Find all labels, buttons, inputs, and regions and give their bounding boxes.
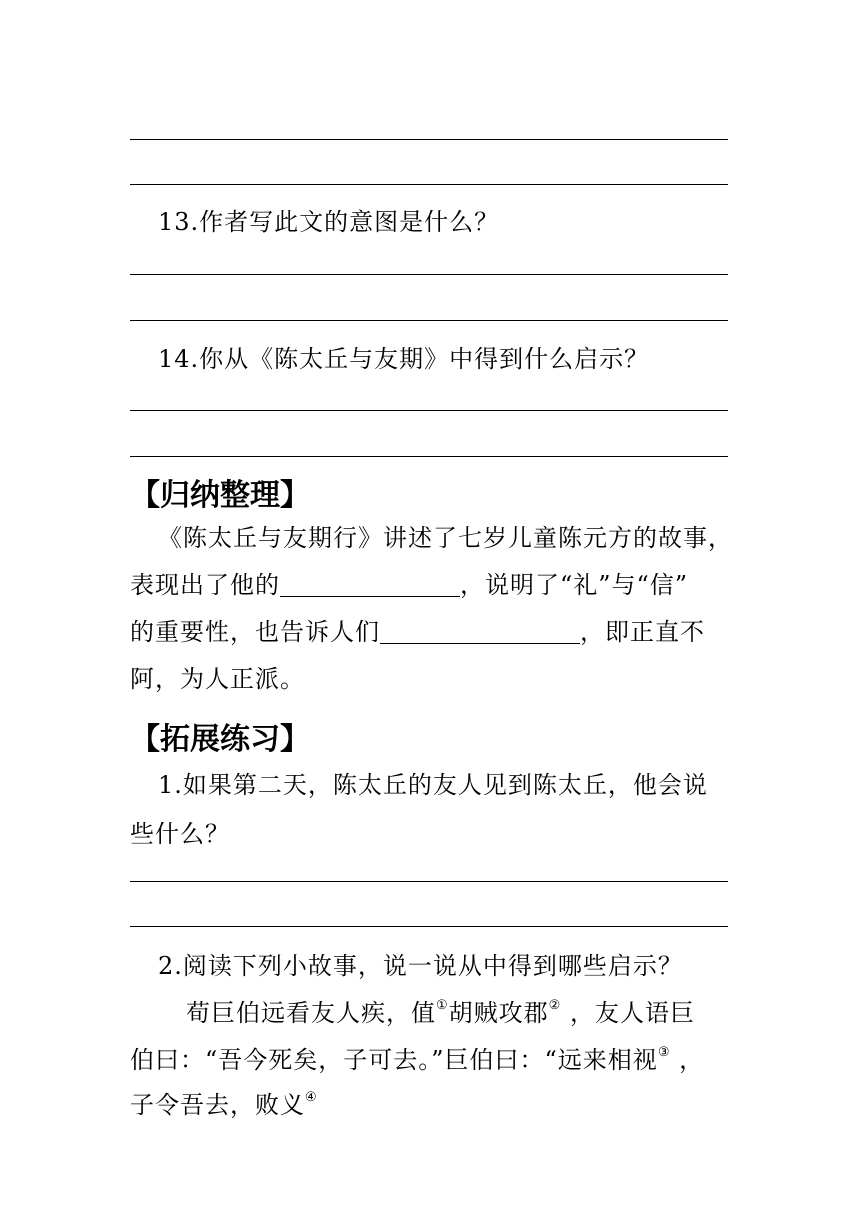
extension-q1-line-2: 些什么？	[130, 820, 230, 848]
story-line-2: 伯曰：“吾今死矣，子可去。”巨伯曰：“远来相视③ ，	[130, 1045, 705, 1074]
extension-heading: 【拓展练习】	[130, 722, 310, 757]
story-line-1: 荀巨伯远看友人疾，值①胡贼攻郡② ，友人语巨	[186, 998, 695, 1027]
footnote-marker: ②	[548, 998, 562, 1013]
summary-line-1: 《陈太丘与友期行》讲述了七岁儿童陈元方的故事，	[158, 524, 733, 552]
answer-line[interactable]	[130, 139, 728, 140]
answer-line[interactable]	[130, 320, 728, 321]
fill-blank-1[interactable]	[280, 574, 460, 597]
summary-line-3: 的重要性，也告诉人们 ，即正直不	[130, 618, 705, 646]
question-14: 14.你从《陈太丘与友期》中得到什么启示？	[158, 345, 650, 373]
footnote-marker: ①	[436, 998, 449, 1013]
answer-line[interactable]	[130, 410, 728, 411]
summary-heading: 【归纳整理】	[130, 478, 310, 513]
question-13: 13.作者写此文的意图是什么？	[158, 208, 500, 236]
story-line-3: 子令吾去，败义④	[130, 1090, 318, 1119]
footnote-marker: ④	[305, 1090, 318, 1105]
answer-line[interactable]	[130, 456, 728, 457]
answer-line[interactable]	[130, 926, 728, 927]
answer-line[interactable]	[130, 274, 728, 275]
extension-q1-line-1: 1.如果第二天，陈太丘的友人见到陈太丘，他会说	[158, 771, 708, 799]
answer-line[interactable]	[130, 881, 728, 882]
footnote-marker: ③	[657, 1045, 671, 1060]
summary-line-2: 表现出了他的 ，说明了“礼”与“信”	[130, 571, 689, 599]
answer-line[interactable]	[130, 184, 728, 185]
fill-blank-2[interactable]	[380, 621, 580, 644]
extension-q2: 2.阅读下列小故事，说一说从中得到哪些启示？	[158, 952, 683, 980]
summary-line-4: 阿，为人正派。	[130, 665, 305, 693]
